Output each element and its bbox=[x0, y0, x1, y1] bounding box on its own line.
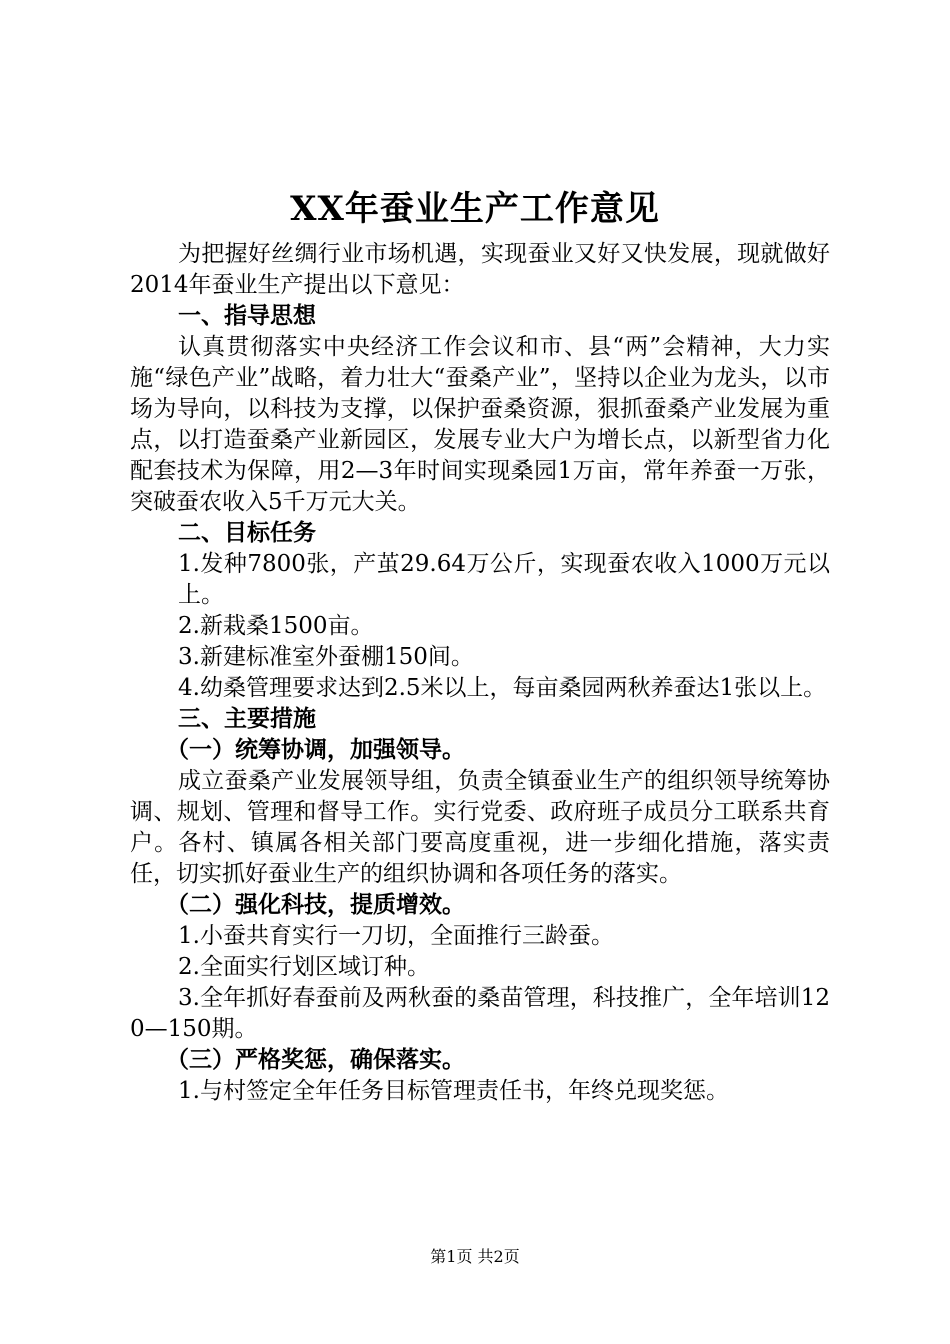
coordination-paragraph: 成立蚕桑产业发展领导组，负责全镇蚕业生产的组织领导统筹协调、规划、管理和督导工作。实行党委、政府班子成员分工联系共育户。各村、镇属各相关部门要高度重视，进一步细化措施，落实责任，切实抓好蚕业生产的组织协调和各项任务的落实。 bbox=[130, 768, 830, 887]
target-item-1: 1.发种7800张，产茧29.64万公斤，实现蚕农收入1000万元以上。 bbox=[178, 551, 830, 608]
target-item-4: 4.幼桑管理要求达到2.5米以上，每亩桑园两秋养蚕达1张以上。 bbox=[178, 675, 827, 701]
technology-item-2: 2.全面实行划区域订种。 bbox=[178, 954, 430, 980]
intro-paragraph: 为把握好丝绸行业市场机遇，实现蚕业又好又快发展，现就做好2014年蚕业生产提出以下意见： bbox=[130, 241, 830, 298]
target-item-3: 3.新建标准室外蚕棚150间。 bbox=[178, 644, 474, 670]
document-title: XX年蚕业生产工作意见 bbox=[290, 189, 660, 229]
subheading-rewards: （三）严格奖惩，确保落实。 bbox=[166, 1047, 465, 1073]
subheading-coordination: （一）统筹协调，加强领导。 bbox=[166, 737, 465, 763]
rewards-item-1: 1.与村签定全年任务目标管理责任书，年终兑现奖惩。 bbox=[178, 1078, 729, 1104]
page-number-footer: 第1页 共2页 bbox=[430, 1247, 520, 1266]
section-heading-targets: 二、目标任务 bbox=[178, 520, 316, 546]
section-heading-measures: 三、主要措施 bbox=[178, 706, 316, 732]
target-item-2: 2.新栽桑1500亩。 bbox=[178, 613, 374, 639]
section-heading-guiding-ideology: 一、指导思想 bbox=[178, 303, 316, 329]
technology-item-3: 3.全年抓好春蚕前及两秋蚕的桑苗管理，科技推广，全年培训120—150期。 bbox=[130, 985, 830, 1042]
technology-item-1: 1.小蚕共育实行一刀切，全面推行三龄蚕。 bbox=[178, 923, 614, 949]
document-body bbox=[130, 239, 830, 1107]
subheading-technology: （二）强化科技，提质增效。 bbox=[166, 892, 465, 918]
guiding-ideology-paragraph: 认真贯彻落实中央经济工作会议和市、县“两”会精神，大力实施“绿色产业”战略，着力壮大“蚕桑产业”，坚持以企业为龙头，以市场为导向，以科技为支撑，以保护蚕桑资源，狠抓蚕桑产业发展为重点，以打造蚕桑产业新园区，发展专业大户为增长点，以新型省力化配套技术为保障，用2—3年时间实现桑园1万亩，常年养蚕一万张，突破蚕农收入5千万元大关。 bbox=[130, 334, 830, 515]
